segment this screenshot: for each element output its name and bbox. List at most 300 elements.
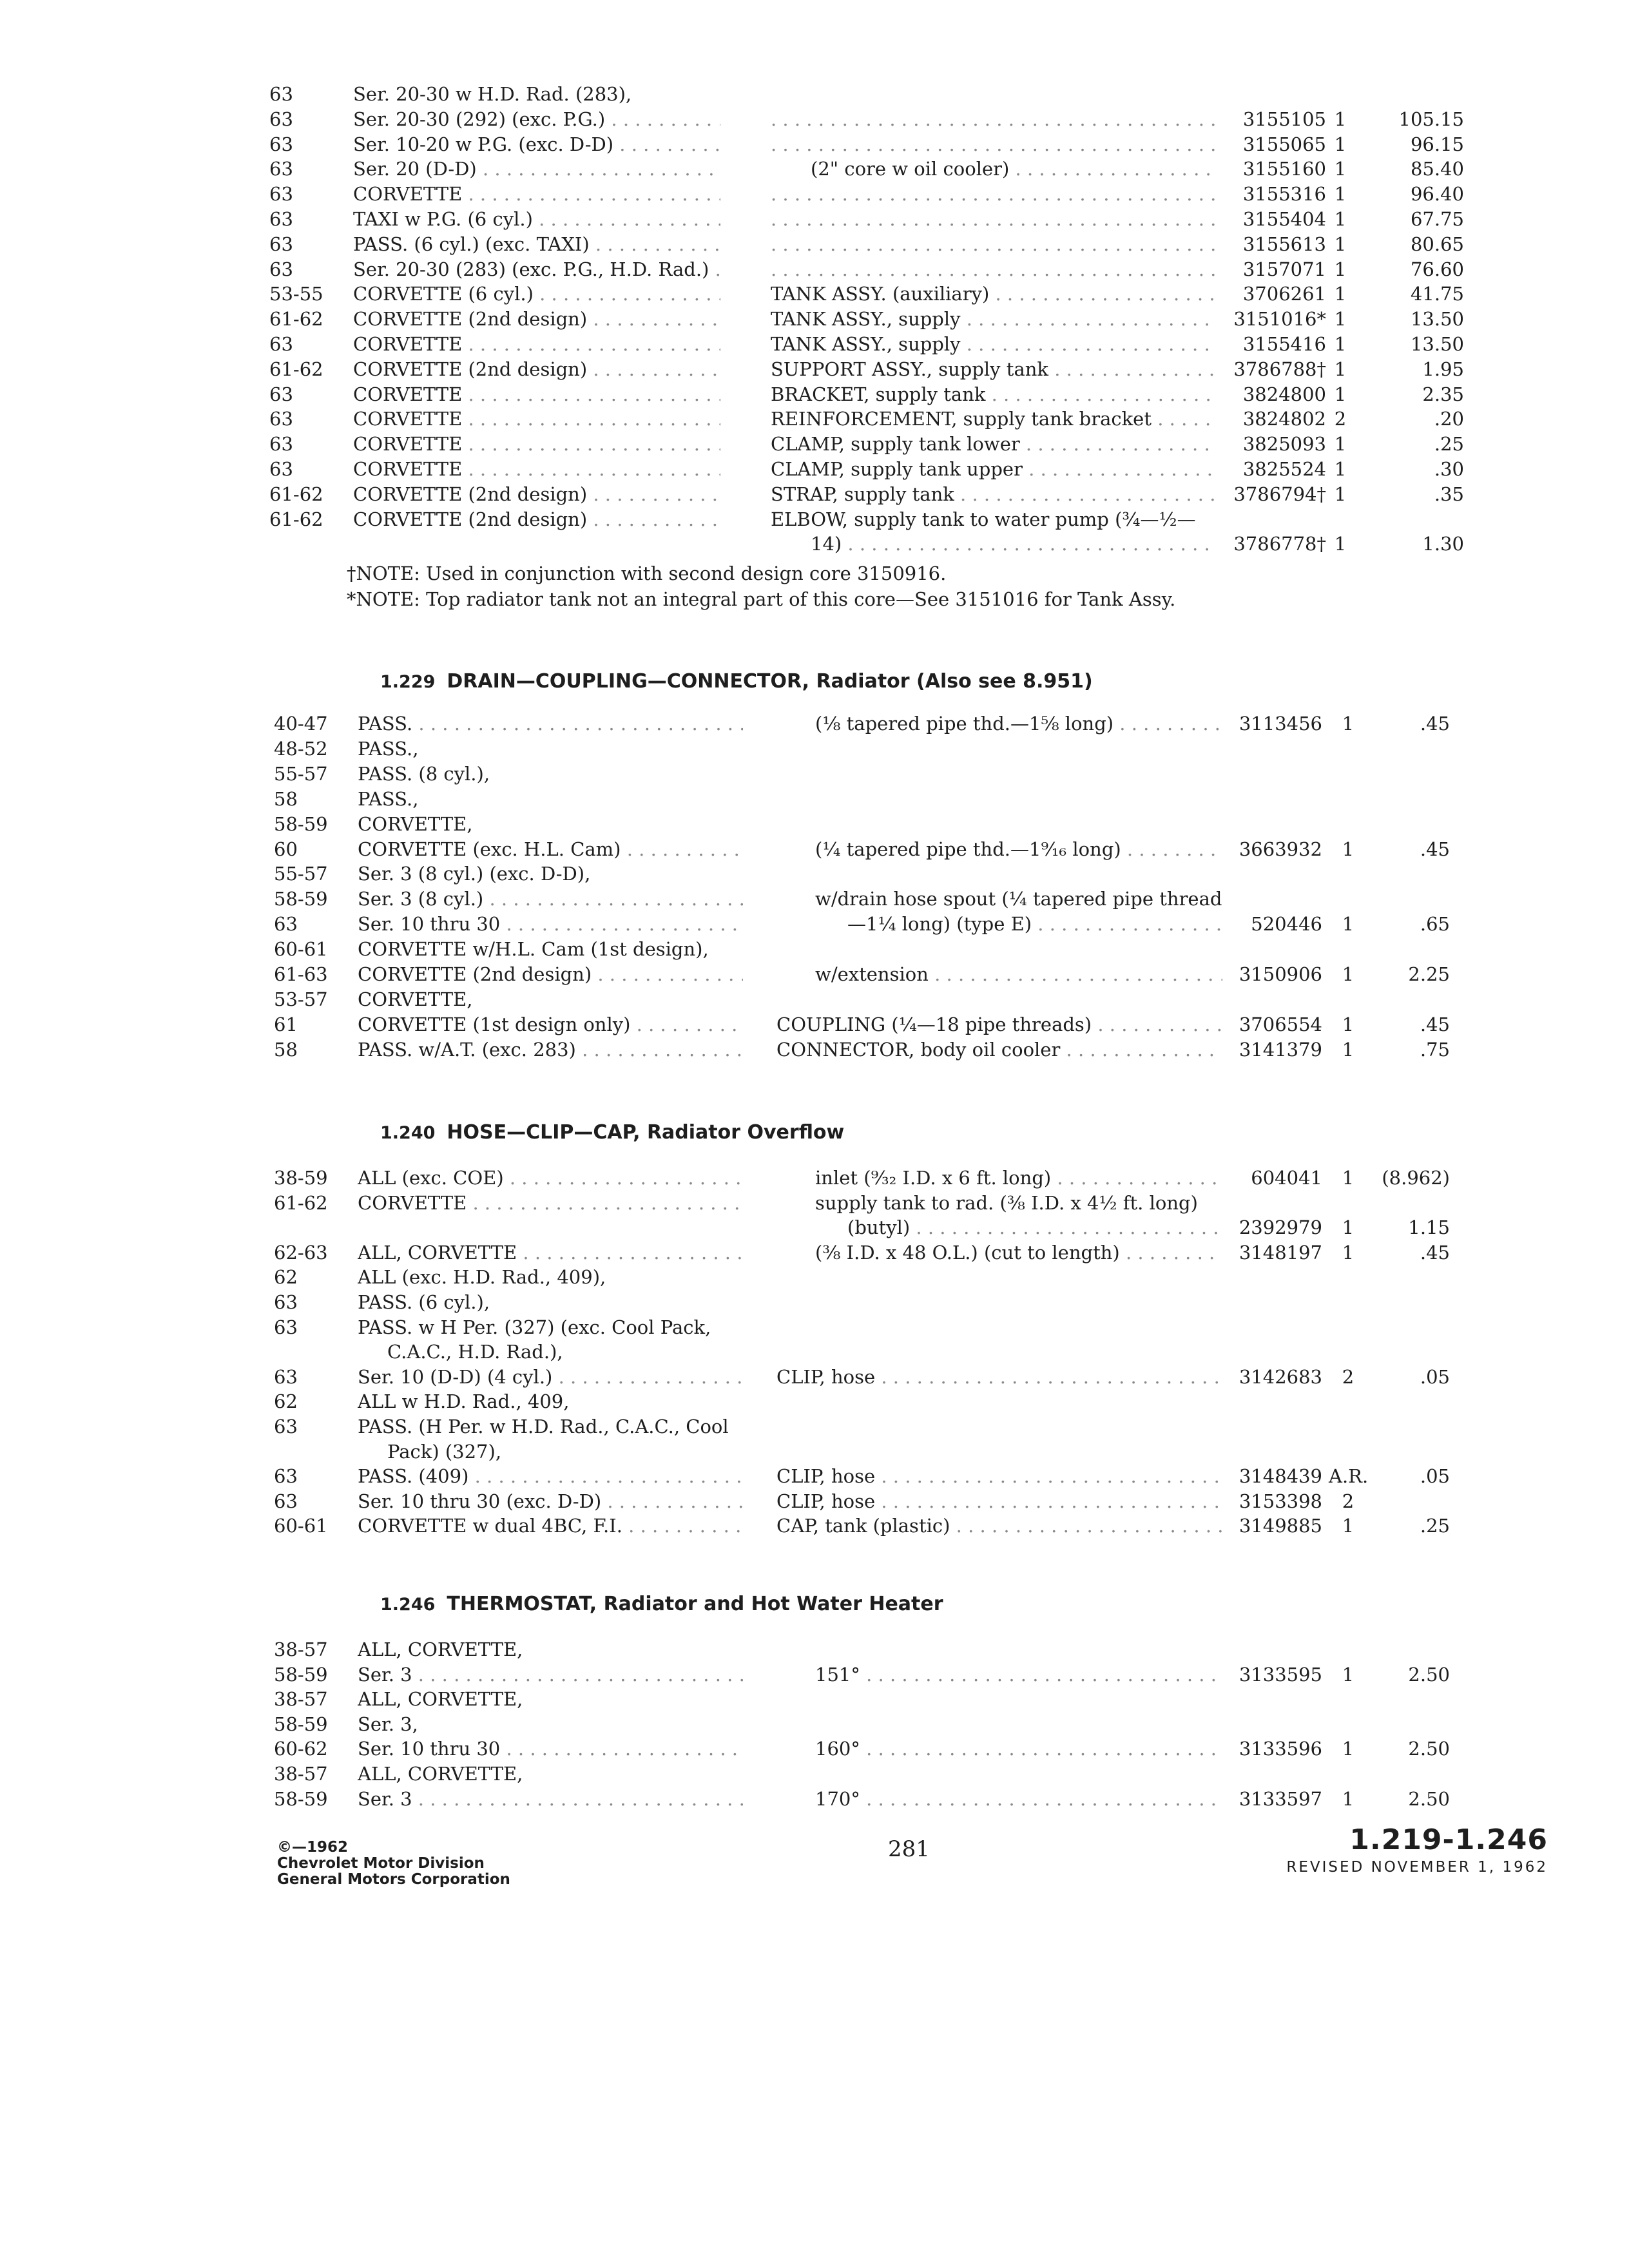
- section-number: 1.240: [380, 1123, 436, 1143]
- part-number: 3706261: [1242, 283, 1326, 305]
- table-row: [0, 381, 1629, 407]
- price: 85.40: [1410, 158, 1464, 180]
- table-row: [0, 1289, 1629, 1315]
- quantity: 1: [1342, 713, 1354, 735]
- model-application: Ser. 3 . . .: [358, 1786, 743, 1812]
- year-range: 63: [274, 1490, 298, 1512]
- model-application: PASS. w/A.T. (exc. 283) . . .: [358, 1037, 743, 1062]
- table-row: [0, 961, 1629, 987]
- part-number: 3133597: [1239, 1787, 1322, 1810]
- model-application: PASS. (6 cyl.) (exc. TAXI) . . .: [353, 231, 720, 257]
- year-range: 61-62: [269, 358, 323, 380]
- price: 96.40: [1410, 183, 1464, 206]
- part-number: 3153398: [1239, 1490, 1322, 1512]
- quantity: 1: [1334, 308, 1347, 331]
- model-application: Ser. 20 (D-D) . . .: [353, 156, 720, 182]
- model-application: CORVETTE . . .: [353, 406, 720, 432]
- table-row: [0, 1439, 1629, 1465]
- table-row: [0, 1662, 1629, 1687]
- part-description: [771, 206, 1215, 232]
- table-row: [0, 786, 1629, 812]
- table-row: [0, 861, 1629, 887]
- year-range: 63: [274, 1465, 298, 1488]
- year-range: 61-62: [269, 508, 323, 530]
- footer-section-info: [1286, 1823, 1548, 1876]
- year-range: 61-63: [274, 963, 328, 985]
- table-row: [0, 886, 1629, 912]
- section-title: DRAIN—COUPLING—CONNECTOR, Radiator (Also see 8.951): [447, 670, 1093, 693]
- quantity: 1: [1342, 1787, 1354, 1810]
- footer-publisher: [277, 1840, 510, 1888]
- table-row: [0, 1240, 1629, 1265]
- note-line: †NOTE: Used in conjunction with second design core 3150916.: [347, 562, 947, 584]
- price: 96.15: [1410, 133, 1464, 155]
- model-application: CORVETTE (1st design only) . . .: [358, 1012, 743, 1037]
- price: 2.50: [1408, 1787, 1450, 1810]
- part-description: w/extension . . .: [815, 961, 1222, 987]
- year-range: 62: [274, 1390, 298, 1413]
- year-range: 58-59: [274, 1787, 328, 1810]
- table-row: [0, 481, 1629, 507]
- model-application: Ser. 10 thru 30 (exc. D-D) . . .: [358, 1488, 743, 1514]
- year-range: 53-55: [269, 283, 323, 305]
- model-application: CORVETTE (2nd design) . . .: [353, 306, 720, 332]
- model-application: ALL w H.D. Rad., 409,: [358, 1390, 570, 1413]
- year-range: 63: [274, 1365, 298, 1388]
- part-number: 2392979: [1239, 1216, 1322, 1239]
- year-range: 62: [274, 1266, 298, 1289]
- quantity: 1: [1334, 158, 1347, 180]
- year-range: 61-62: [269, 483, 323, 505]
- part-description: supply tank to rad. (⅜ I.D. x 4½ ft. long): [815, 1191, 1198, 1214]
- year-range: 63: [269, 408, 293, 430]
- part-description: inlet (⁹⁄₃₂ I.D. x 6 ft. long) . . .: [815, 1165, 1222, 1191]
- year-range: 58-59: [274, 888, 328, 910]
- table-row: [0, 1389, 1629, 1414]
- part-description: [771, 106, 1215, 132]
- table-row: [0, 431, 1629, 457]
- table-row: [0, 406, 1629, 432]
- model-application: ALL, CORVETTE,: [358, 1763, 523, 1785]
- quantity: 1: [1334, 233, 1347, 255]
- quantity: 1: [1342, 1013, 1354, 1035]
- model-application: CORVETTE (2nd design) . . .: [353, 356, 720, 382]
- table-row: [0, 306, 1629, 332]
- model-application: ALL, CORVETTE,: [358, 1639, 523, 1660]
- year-range: 63: [274, 913, 298, 936]
- year-range: 63: [269, 133, 293, 155]
- part-number: 3824802: [1242, 408, 1326, 430]
- model-application: Ser. 10 thru 30 . . .: [358, 1736, 743, 1762]
- year-range: 63: [269, 458, 293, 480]
- model-application: Ser. 3 . . .: [358, 1662, 743, 1687]
- price: 1.95: [1422, 358, 1464, 380]
- model-application: Ser. 3 (8 cyl.) (exc. D-D),: [358, 863, 591, 885]
- part-number: 3155404: [1242, 208, 1326, 230]
- table-row: [0, 1264, 1629, 1290]
- part-description: —1¼ long) (type E) . . .: [847, 911, 1222, 937]
- copyright: ©—1962: [277, 1839, 349, 1856]
- year-range: 63: [269, 108, 293, 130]
- quantity: 1: [1334, 133, 1347, 155]
- year-range: 63: [269, 258, 293, 280]
- table-row: [0, 331, 1629, 357]
- table-row: [0, 1364, 1629, 1390]
- price: 105.15: [1398, 108, 1464, 130]
- part-description: CAP, tank (plastic) . . .: [776, 1513, 1222, 1539]
- year-range: 60: [274, 838, 298, 860]
- model-application: ALL (exc. COE) . . .: [358, 1165, 743, 1191]
- model-application: PASS.,: [358, 787, 419, 810]
- quantity: 1: [1334, 208, 1347, 230]
- model-application: ALL (exc. H.D. Rad., 409),: [358, 1266, 606, 1289]
- model-application: CORVETTE . . .: [358, 1190, 743, 1216]
- table-row: [0, 1513, 1629, 1539]
- section-heading-1229: [380, 670, 1093, 693]
- table-row: [0, 1637, 1629, 1662]
- quantity: 1: [1334, 108, 1347, 130]
- part-number: 3786794†: [1233, 483, 1326, 505]
- price: .45: [1420, 1013, 1450, 1035]
- year-range: 58-59: [274, 1663, 328, 1686]
- model-application: CORVETTE . . .: [353, 381, 720, 407]
- price: .25: [1434, 433, 1464, 456]
- year-range: 58: [274, 787, 298, 810]
- table-row: [0, 1488, 1629, 1514]
- part-number: 3786788†: [1233, 358, 1326, 380]
- model-application: PASS. w H Per. (327) (exc. Cool Pack,: [358, 1316, 711, 1338]
- part-number: 3824800: [1242, 383, 1326, 405]
- table-row: [0, 1711, 1629, 1737]
- price: .35: [1434, 483, 1464, 505]
- model-application: Pack) (327),: [387, 1440, 502, 1463]
- model-application: CORVETTE . . .: [353, 431, 720, 457]
- part-description: TANK ASSY., supply . . .: [771, 331, 1215, 357]
- part-number: 3825093: [1242, 433, 1326, 456]
- part-description: CLAMP, supply tank lower . . .: [771, 431, 1215, 457]
- part-description: TANK ASSY. (auxiliary) . . .: [771, 281, 1215, 307]
- table-row: [0, 761, 1629, 787]
- year-range: 61-62: [269, 308, 323, 331]
- model-application: PASS.,: [358, 737, 419, 760]
- model-application: PASS. (6 cyl.),: [358, 1291, 490, 1313]
- quantity: 1: [1342, 838, 1354, 860]
- model-application: CORVETTE . . .: [353, 181, 720, 207]
- part-description: [771, 256, 1215, 282]
- model-application: CORVETTE (exc. H.L. Cam) . . .: [358, 836, 743, 862]
- quantity: 1: [1342, 1738, 1354, 1760]
- year-range: 63: [269, 158, 293, 180]
- price: .45: [1420, 838, 1450, 860]
- quantity: 1: [1334, 358, 1347, 380]
- year-range: 63: [269, 183, 293, 206]
- quantity: 2: [1334, 408, 1347, 430]
- table-row: [0, 1165, 1629, 1191]
- model-application: CORVETTE (2nd design) . . .: [353, 481, 720, 507]
- table-row: [0, 231, 1629, 257]
- part-description: (⅜ I.D. x 48 O.L.) (cut to length) . . .: [815, 1240, 1222, 1265]
- table-row: [0, 1339, 1629, 1365]
- year-range: 38-59: [274, 1167, 328, 1189]
- table-row: [0, 206, 1629, 232]
- table-row: [0, 456, 1629, 482]
- table-row: [0, 711, 1629, 736]
- model-application: C.A.C., H.D. Rad.),: [387, 1341, 563, 1363]
- quantity: 1: [1334, 383, 1347, 405]
- year-range: 62-63: [274, 1241, 328, 1264]
- part-description: 151° . . .: [815, 1662, 1222, 1687]
- part-number: 3155613: [1242, 233, 1326, 255]
- model-application: CORVETTE (2nd design) . . .: [353, 506, 720, 532]
- part-number: 3148197: [1239, 1241, 1322, 1264]
- table-row: [0, 1215, 1629, 1240]
- model-application: PASS. (8 cyl.),: [358, 762, 490, 785]
- table-row: [0, 356, 1629, 382]
- year-range: 48-52: [274, 737, 328, 760]
- year-range: 63: [274, 1291, 298, 1313]
- part-number: 3148439: [1239, 1465, 1322, 1488]
- price: 1.30: [1422, 533, 1464, 555]
- price: 41.75: [1410, 283, 1464, 305]
- year-range: 63: [269, 383, 293, 405]
- table-row: [0, 1012, 1629, 1037]
- table-row: [0, 106, 1629, 132]
- quantity: 1: [1334, 183, 1347, 206]
- part-number: 3113456: [1239, 713, 1322, 735]
- part-number: 3706554: [1239, 1013, 1322, 1035]
- part-number: 604041: [1251, 1167, 1322, 1189]
- model-application: CORVETTE . . .: [353, 456, 720, 482]
- year-range: 60-62: [274, 1738, 328, 1760]
- part-number: 3155316: [1242, 183, 1326, 206]
- model-application: Ser. 3 (8 cyl.) . . .: [358, 886, 743, 912]
- table-row: [0, 811, 1629, 837]
- section-number: 1.229: [380, 672, 436, 692]
- part-description: [771, 131, 1215, 157]
- table-row: [0, 1463, 1629, 1489]
- price: (8.962): [1382, 1167, 1450, 1189]
- price: 2.35: [1422, 383, 1464, 405]
- year-range: 55-57: [274, 762, 328, 785]
- part-number: 3155416: [1242, 333, 1326, 355]
- table-row: [0, 1314, 1629, 1340]
- part-number: 3155160: [1242, 158, 1326, 180]
- table-row: [0, 1761, 1629, 1787]
- part-number: 3155065: [1242, 133, 1326, 155]
- part-description: 170° . . .: [815, 1786, 1222, 1812]
- part-description: CLIP, hose . . .: [776, 1463, 1222, 1489]
- table-row: [0, 836, 1629, 862]
- part-description: (¼ tapered pipe thd.—1⁹⁄₁₆ long) . . .: [815, 836, 1222, 862]
- price: 76.60: [1410, 258, 1464, 280]
- year-range: 58: [274, 1038, 298, 1061]
- year-range: 40-47: [274, 713, 328, 735]
- part-number: 3141379: [1239, 1038, 1322, 1061]
- part-number: 3786778†: [1233, 533, 1326, 555]
- table-row: [0, 506, 1629, 532]
- model-application: Ser. 10-20 w P.G. (exc. D-D) . . .: [353, 131, 720, 157]
- year-range: 61: [274, 1013, 298, 1035]
- price: .20: [1434, 408, 1464, 430]
- corporation: General Motors Corporation: [277, 1871, 510, 1888]
- part-description: REINFORCEMENT, supply tank bracket . . .: [771, 406, 1215, 432]
- table-row: [0, 531, 1629, 557]
- quantity: 1: [1342, 1515, 1354, 1537]
- table-row: [0, 911, 1629, 937]
- model-application: CORVETTE . . .: [353, 331, 720, 357]
- table-row: [0, 986, 1629, 1012]
- table-row: [0, 156, 1629, 182]
- part-description: CLAMP, supply tank upper . . .: [771, 456, 1215, 482]
- table-row: [0, 1736, 1629, 1762]
- part-description: (⅛ tapered pipe thd.—1⅝ long) . . .: [815, 711, 1222, 736]
- year-range: 60-61: [274, 1515, 328, 1537]
- table-row: [0, 736, 1629, 762]
- price: 2.50: [1408, 1738, 1450, 1760]
- part-description: (butyl) . . .: [847, 1215, 1222, 1240]
- quantity: 1: [1342, 1216, 1354, 1239]
- price: 2.50: [1408, 1663, 1450, 1686]
- year-range: 38-57: [274, 1688, 328, 1711]
- year-range: 63: [269, 433, 293, 456]
- price: 67.75: [1410, 208, 1464, 230]
- part-description: 160° . . .: [815, 1736, 1222, 1762]
- part-number: 3149885: [1239, 1515, 1322, 1537]
- year-range: 53-57: [274, 988, 328, 1010]
- model-application: CORVETTE w/H.L. Cam (1st design),: [358, 938, 709, 961]
- part-description: [771, 181, 1215, 207]
- quantity: 1: [1334, 458, 1347, 480]
- quantity: A.R.: [1329, 1465, 1369, 1488]
- model-application: Ser. 20-30 (292) (exc. P.G.) . . .: [353, 106, 720, 132]
- table-row: [0, 281, 1629, 307]
- part-description: CLIP, hose . . .: [776, 1488, 1222, 1514]
- part-description: SUPPORT ASSY., supply tank . . .: [771, 356, 1215, 382]
- division: Chevrolet Motor Division: [277, 1855, 485, 1872]
- quantity: 1: [1342, 963, 1354, 985]
- quantity: 1: [1342, 1038, 1354, 1061]
- model-application: ALL, CORVETTE . . .: [358, 1240, 743, 1265]
- revised-date: REVISED NOVEMBER 1, 1962: [1286, 1859, 1548, 1876]
- part-number: 3825524: [1242, 458, 1326, 480]
- model-application: Ser. 10 thru 30 . . .: [358, 911, 743, 937]
- quantity: 1: [1342, 1167, 1354, 1189]
- price: .75: [1420, 1038, 1450, 1061]
- part-description: w/drain hose spout (¼ tapered pipe thread: [815, 888, 1222, 910]
- year-range: 63: [269, 83, 293, 105]
- year-range: 38-57: [274, 1763, 328, 1785]
- year-range: 63: [274, 1316, 298, 1338]
- model-application: Ser. 20-30 (283) (exc. P.G., H.D. Rad.) . . .: [353, 256, 720, 282]
- model-application: CORVETTE w dual 4BC, F.I. . . .: [358, 1513, 743, 1539]
- price: .45: [1420, 713, 1450, 735]
- year-range: 38-57: [274, 1639, 328, 1660]
- table-row: [0, 1414, 1629, 1439]
- section-heading-1240: [380, 1121, 844, 1144]
- year-range: 63: [269, 208, 293, 230]
- price: .25: [1420, 1515, 1450, 1537]
- price: .30: [1434, 458, 1464, 480]
- quantity: 1: [1334, 483, 1347, 505]
- part-description: STRAP, supply tank . . .: [771, 481, 1215, 507]
- part-number: 3663932: [1239, 838, 1322, 860]
- year-range: 55-57: [274, 863, 328, 885]
- part-number: 3150906: [1239, 963, 1322, 985]
- quantity: 2: [1342, 1365, 1354, 1388]
- part-number: 520446: [1251, 913, 1322, 936]
- part-number: 3155105: [1242, 108, 1326, 130]
- quantity: 1: [1342, 1663, 1354, 1686]
- part-description: CONNECTOR, body oil cooler . . .: [776, 1037, 1222, 1062]
- section-number: 1.246: [380, 1595, 436, 1615]
- table-row: [0, 181, 1629, 207]
- note-line: *NOTE: Top radiator tank not an integral part of this core—See 3151016 for Tank Assy.: [347, 588, 1176, 610]
- year-range: 63: [269, 333, 293, 355]
- table-row: [0, 1686, 1629, 1712]
- model-application: PASS. (409) . . .: [358, 1463, 743, 1489]
- quantity: 1: [1334, 433, 1347, 456]
- part-description: [771, 231, 1215, 257]
- model-application: CORVETTE (6 cyl.) . . .: [353, 281, 720, 307]
- model-application: Ser. 10 (D-D) (4 cyl.) . . .: [358, 1364, 743, 1390]
- part-number: 3157071: [1242, 258, 1326, 280]
- year-range: 60-61: [274, 938, 328, 961]
- section-title: THERMOSTAT, Radiator and Hot Water Heater: [447, 1593, 943, 1615]
- year-range: 58-59: [274, 812, 328, 835]
- model-application: PASS. . . .: [358, 711, 743, 736]
- quantity: 2: [1342, 1490, 1354, 1512]
- part-description: CLIP, hose . . .: [776, 1364, 1222, 1390]
- price: 2.25: [1408, 963, 1450, 985]
- price: .05: [1420, 1365, 1450, 1388]
- part-number: 3133596: [1239, 1738, 1322, 1760]
- part-description: (2" core w oil cooler) . . .: [811, 156, 1215, 182]
- part-number: 3133595: [1239, 1663, 1322, 1686]
- model-application: TAXI w P.G. (6 cyl.) . . .: [353, 206, 720, 232]
- year-range: 58-59: [274, 1713, 328, 1735]
- year-range: 63: [274, 1416, 298, 1437]
- model-application: ALL, CORVETTE,: [358, 1688, 523, 1711]
- part-description: 14) . . .: [811, 531, 1215, 557]
- part-description: COUPLING (¼—18 pipe threads) . . .: [776, 1012, 1222, 1037]
- table-row: [0, 1037, 1629, 1062]
- part-description: ELBOW, supply tank to water pump (¾—½—: [771, 508, 1196, 530]
- quantity: 1: [1342, 1241, 1354, 1264]
- price: 80.65: [1410, 233, 1464, 255]
- quantity: 1: [1342, 913, 1354, 936]
- price: .65: [1420, 913, 1450, 936]
- table-row: [0, 256, 1629, 282]
- section-title: HOSE—CLIP—CAP, Radiator Overflow: [447, 1121, 845, 1144]
- table-row: [0, 131, 1629, 157]
- page-number: 281: [888, 1836, 930, 1862]
- model-application: CORVETTE,: [358, 988, 473, 1010]
- year-range: 63: [269, 233, 293, 255]
- price: .45: [1420, 1241, 1450, 1264]
- quantity: 1: [1334, 258, 1347, 280]
- price: 13.50: [1410, 333, 1464, 355]
- quantity: 1: [1334, 283, 1347, 305]
- quantity: 1: [1334, 533, 1347, 555]
- quantity: 1: [1334, 333, 1347, 355]
- table-row: [0, 81, 1629, 107]
- part-number: 3142683: [1239, 1365, 1322, 1388]
- table-row: [0, 1786, 1629, 1812]
- price: 13.50: [1410, 308, 1464, 331]
- table-row: [0, 1190, 1629, 1216]
- part-number: 3151016*: [1233, 308, 1326, 331]
- model-application: CORVETTE,: [358, 812, 473, 835]
